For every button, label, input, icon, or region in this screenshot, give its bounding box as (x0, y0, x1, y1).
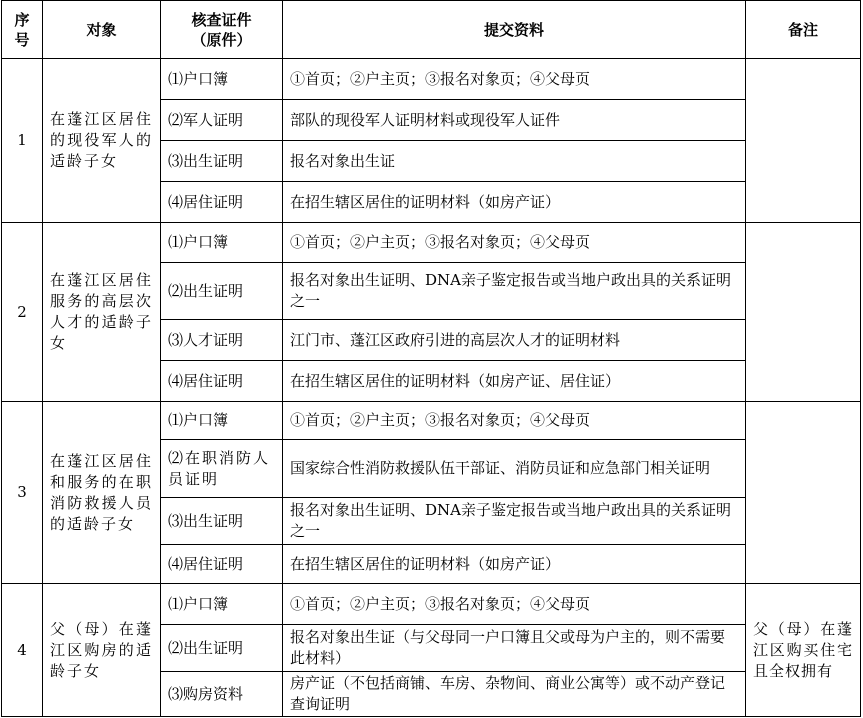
header-check-docs-line1: 核查证件 (191, 10, 252, 29)
cert-item: ⑵在职消防人员证明 (161, 440, 283, 498)
cert-item: ⑶出生证明 (161, 141, 283, 182)
material-item: ①首页；②户主页；③报名对象页；④父母页 (283, 402, 746, 440)
material-item: ①首页；②户主页；③报名对象页；④父母页 (283, 223, 746, 263)
row-remark (746, 59, 861, 223)
material-item: 报名对象出生证（与父母同一户口簿且父或母为户主的，则不需要此材料） (283, 625, 746, 672)
row-object: 父（母）在蓬江区购房的适龄子女 (43, 584, 161, 717)
table-row (2, 402, 861, 440)
row-remark (746, 223, 861, 402)
cert-item: ⑶出生证明 (161, 498, 283, 545)
row-seq: 3 (2, 402, 43, 584)
cert-item: ⑷居住证明 (161, 182, 283, 223)
row-seq: 1 (2, 59, 43, 223)
row-remark: 父（母）在蓬江区购买住宅且全权拥有 (746, 584, 861, 717)
row-object: 在蓬江区居住服务的高层次人才的适龄子女 (43, 223, 161, 402)
row-object: 在蓬江区居住和服务的在职消防救援人员的适龄子女 (43, 402, 161, 584)
header-check-docs-line2: （原件） (191, 30, 252, 49)
material-item: 报名对象出生证明、DNA亲子鉴定报告或当地户政出具的关系证明之一 (283, 498, 746, 545)
row-object: 在蓬江区居住的现役军人的适龄子女 (43, 59, 161, 223)
row-seq: 2 (2, 223, 43, 402)
cert-item: ⑵出生证明 (161, 263, 283, 320)
cert-item: ⑶人才证明 (161, 320, 283, 361)
material-item: 报名对象出生证 (283, 141, 746, 182)
header-row (2, 1, 861, 59)
material-item: 房产证（不包括商铺、车房、杂物间、商业公寓等）或不动产登记查询证明 (283, 672, 746, 717)
cert-item: ⑵出生证明 (161, 625, 283, 672)
header-remarks: 备注 (746, 1, 861, 59)
material-item: 报名对象出生证明、DNA亲子鉴定报告或当地户政出具的关系证明之一 (283, 263, 746, 320)
header-check-docs (161, 1, 283, 59)
material-item: 国家综合性消防救援队伍干部证、消防员证和应急部门相关证明 (283, 440, 746, 498)
material-item: 在招生辖区居住的证明材料（如房产证） (283, 182, 746, 223)
cert-item: ⑶购房资料 (161, 672, 283, 717)
header-materials: 提交资料 (283, 1, 746, 59)
cert-item: ⑴户口簿 (161, 584, 283, 625)
material-item: 江门市、蓬江区政府引进的高层次人才的证明材料 (283, 320, 746, 361)
table-row (2, 59, 861, 100)
table-row (2, 584, 861, 625)
material-item: 在招生辖区居住的证明材料（如房产证） (283, 545, 746, 584)
cert-item: ⑴户口簿 (161, 402, 283, 440)
row-remark (746, 402, 861, 584)
row-seq: 4 (2, 584, 43, 717)
cert-item: ⑴户口簿 (161, 59, 283, 100)
material-item: ①首页；②户主页；③报名对象页；④父母页 (283, 584, 746, 625)
requirements-table (1, 0, 861, 717)
cert-item: ⑷居住证明 (161, 545, 283, 584)
material-item: 在招生辖区居住的证明材料（如房产证、居住证） (283, 361, 746, 402)
material-item: 部队的现役军人证明材料或现役军人证件 (283, 100, 746, 141)
table-row (2, 223, 861, 263)
cert-item: ⑵军人证明 (161, 100, 283, 141)
material-item: ①首页；②户主页；③报名对象页；④父母页 (283, 59, 746, 100)
cert-item: ⑷居住证明 (161, 361, 283, 402)
header-object: 对象 (43, 1, 161, 59)
cert-item: ⑴户口簿 (161, 223, 283, 263)
header-seq: 序号 (2, 1, 43, 59)
